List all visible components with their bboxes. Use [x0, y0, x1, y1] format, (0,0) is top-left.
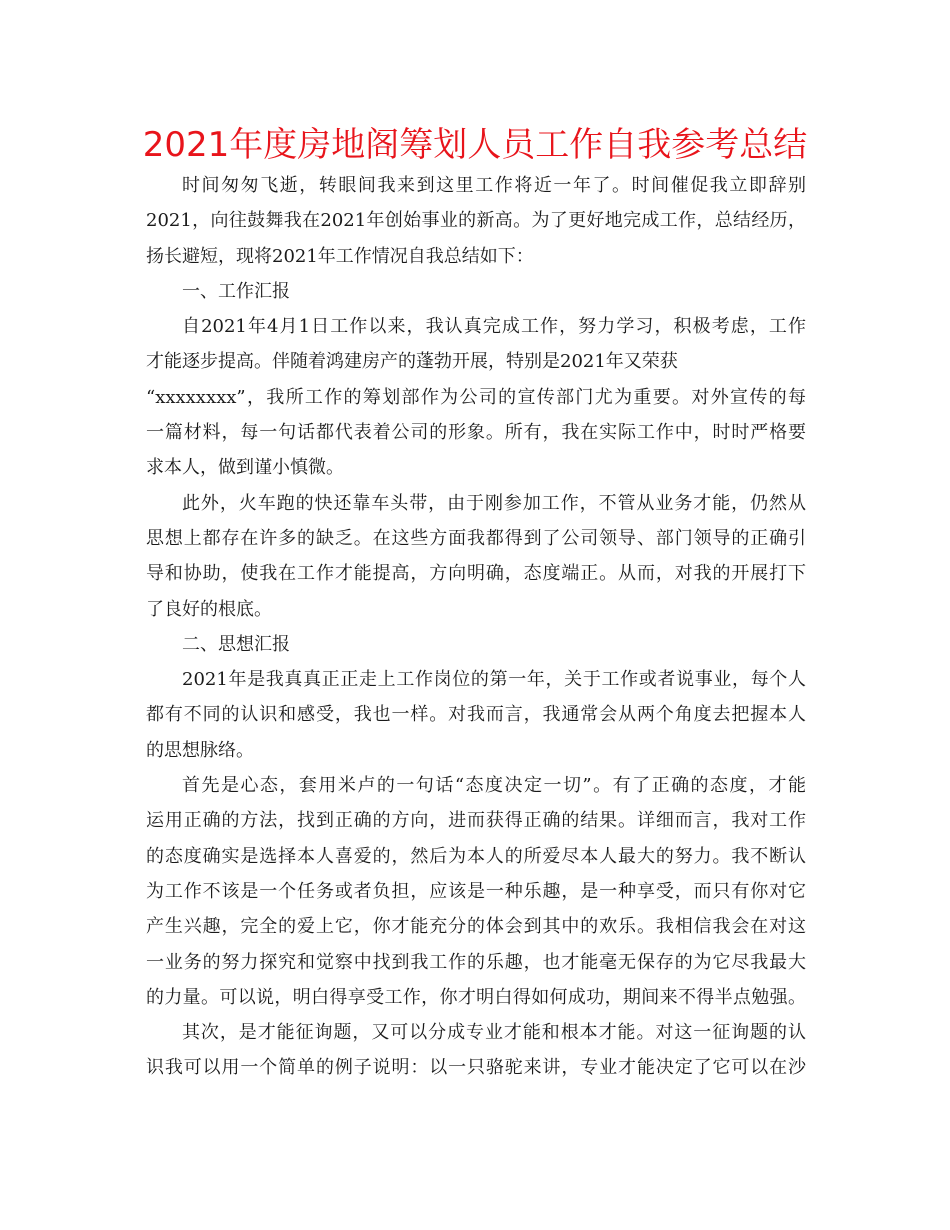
- text-line: 2021，向往鼓舞我在2021年创始事业的新高。为了更好地完成工作，总结经历，: [146, 210, 806, 232]
- text-line: 思想上都存在许多的缺乏。在这些方面我都得到了公司领导、部门领导的正确引: [146, 527, 806, 549]
- text-line: 时间匆匆飞逝，转眼间我来到这里工作将近一年了。时间催促我立即辞别: [182, 175, 806, 196]
- text-line: 二、思想汇报: [182, 633, 290, 655]
- text-line: 自2021年4月1日工作以来，我认真完成工作，努力学习，积极考虑，工作: [182, 316, 806, 338]
- text-line: 首先是心态，套用米卢的一句话“态度决定一切”。有了正确的态度，才能: [182, 775, 806, 797]
- text-line: 求本人，做到谨小慎微。: [146, 457, 344, 479]
- text-line: 识我可以用一个简单的例子说明：以一只骆驼来讲，专业才能决定了它可以在沙: [146, 1057, 806, 1079]
- text-line: “xxxxxxxx”，我所工作的筹划部作为公司的宣传部门尤为重要。对外宣传的每: [146, 386, 806, 408]
- text-line: 的思想脉络。: [146, 739, 254, 761]
- text-line: 的态度确实是选择本人喜爱的，然后为本人的所爱尽本人最大的努力。我不断认: [146, 845, 806, 867]
- text-line: 运用正确的方法，找到正确的方向，进而获得正确的结果。详细而言，我对工作: [146, 810, 806, 832]
- text-line: 一篇材料，每一句话都代表着公司的形象。所有，我在实际工作中，时时严格要: [146, 422, 806, 444]
- text-line: 导和协助，使我在工作才能提高，方向明确，态度端正。从而，对我的开展打下: [146, 563, 806, 585]
- text-line: 一、工作汇报: [182, 280, 290, 302]
- text-line: 才能逐步提高。伴随着鸿建房产的蓬勃开展，特别是2021年又荣获: [146, 351, 678, 373]
- text-line: 此外，火车跑的快还靠车头带，由于刚参加工作，不管从业务才能，仍然从: [182, 492, 806, 514]
- text-line: 了良好的根底。: [146, 598, 272, 620]
- document-title: 2021年度房地阁筹划人员工作自我参考总结: [142, 125, 808, 165]
- text-line: 产生兴趣，完全的爱上它，你才能充分的体会到其中的欢乐。我相信我会在对这: [146, 916, 806, 938]
- text-line: 的力量。可以说，明白得享受工作，你才明白得如何成功，期间来不得半点勉强。: [146, 986, 806, 1008]
- text-line: 2021年是我真真正正走上工作岗位的第一年，关于工作或者说事业，每个人: [182, 669, 806, 691]
- text-line: 都有不同的认识和感受，我也一样。对我而言，我通常会从两个角度去把握本人: [146, 704, 806, 726]
- text-line: 一业务的努力探究和觉察中找到我工作的乐趣，也才能毫无保存的为它尽我最大: [146, 951, 806, 973]
- document-body: [146, 168, 806, 1086]
- text-line: 扬长避短，现将2021年工作情况自我总结如下：: [146, 245, 534, 267]
- text-line: 为工作不该是一个任务或者负担，应该是一种乐趣，是一种享受，而只有你对它: [146, 880, 806, 902]
- text-line: 其次，是才能征询题，又可以分成专业才能和根本才能。对这一征询题的认: [182, 1022, 806, 1044]
